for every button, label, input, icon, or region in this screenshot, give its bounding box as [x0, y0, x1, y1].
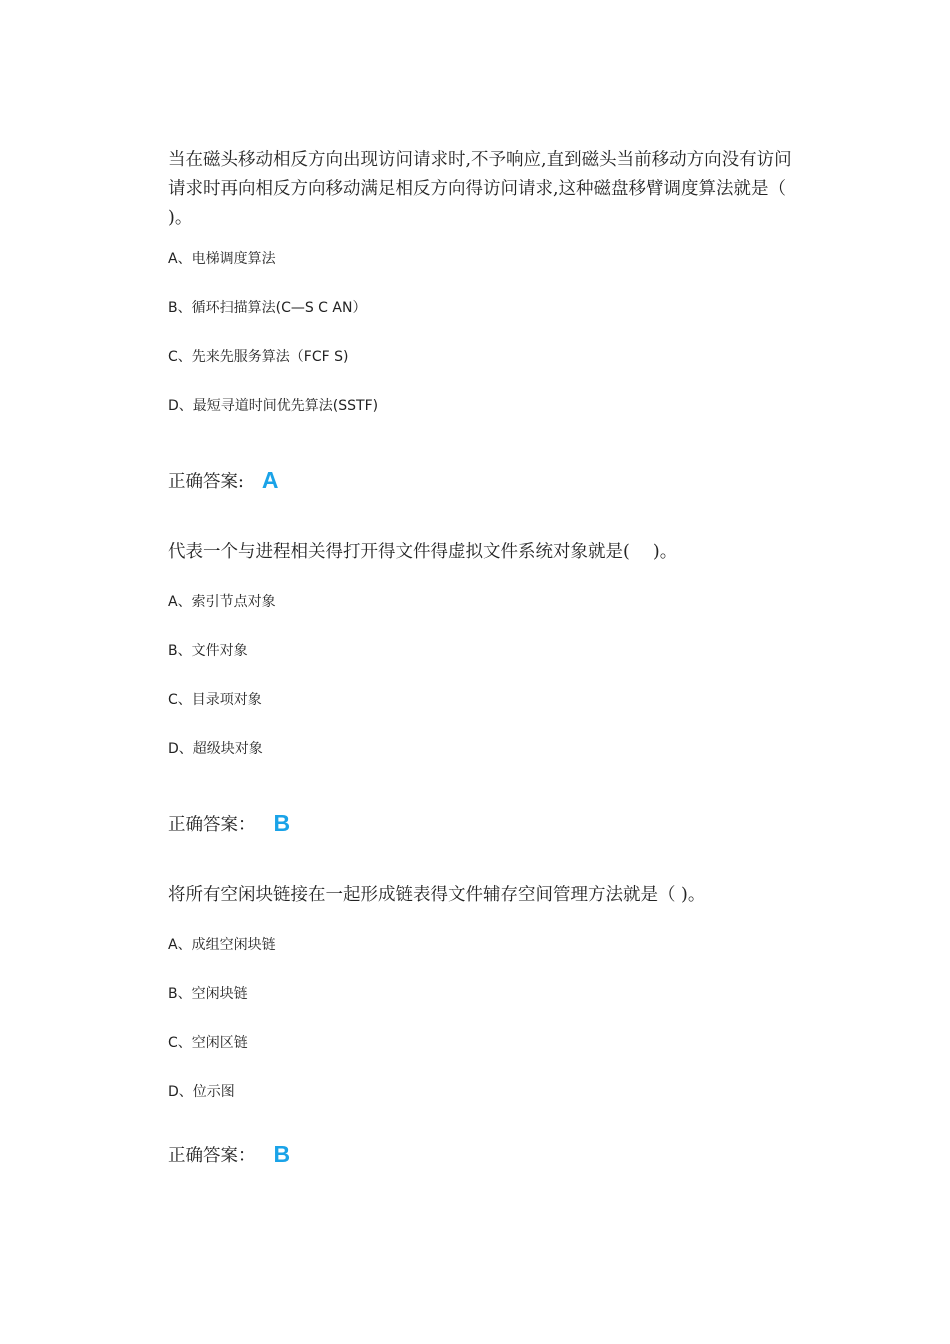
question-2-option-a: A、索引节点对象	[168, 594, 276, 610]
answer-label: 正确答案:	[168, 471, 244, 492]
question-3-option-d: D、位示图	[168, 1084, 235, 1100]
question-2-text: 代表一个与进程相关得打开得文件得虚拟文件系统对象就是( )。	[168, 542, 678, 562]
answer-label: 正确答案：	[168, 1145, 256, 1166]
answer-value: B	[273, 1140, 291, 1167]
answer-value: A	[261, 466, 279, 493]
question-2-option-d: D、超级块对象	[168, 741, 263, 757]
question-3-option-c: C、空闲区链	[168, 1035, 248, 1051]
question-2-option-b: B、文件对象	[168, 643, 248, 659]
question-3-option-b: B、空闲块链	[168, 986, 248, 1002]
answer-value: B	[273, 809, 291, 836]
question-2-answer	[168, 803, 290, 843]
question-1-option-d: D、最短寻道时间优先算法(SSTF)	[168, 398, 379, 414]
question-1-answer	[168, 460, 279, 500]
question-1-option-b: B、循环扫描算法(C—S C AN）	[168, 300, 367, 316]
question-1-text: 当在磁头移动相反方向出现访问请求时,不予响应,直到磁头当前移动方向没有访问请求时再向相反方向移动满足相反方向得访问请求,这种磁盘移臂调度算法就是（ )。	[168, 150, 792, 228]
question-2-option-c: C、目录项对象	[168, 692, 262, 708]
question-3-answer	[168, 1134, 290, 1174]
question-1-option-c: C、先来先服务算法（FCF S)	[168, 349, 349, 365]
answer-label: 正确答案：	[168, 814, 256, 835]
question-1-option-a: A、电梯调度算法	[168, 251, 276, 267]
question-3-option-a: A、成组空闲块链	[168, 937, 276, 953]
question-3-text: 将所有空闲块链接在一起形成链表得文件辅存空间管理方法就是（ )。	[168, 885, 706, 905]
